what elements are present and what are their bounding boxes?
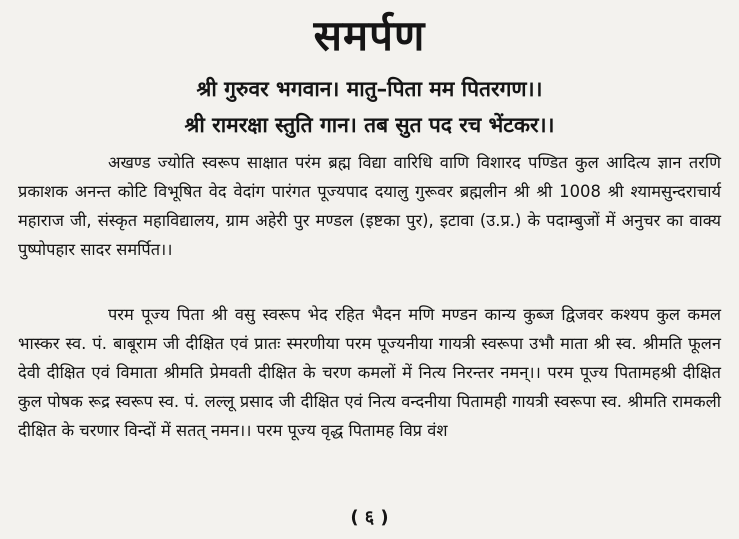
dedication-paragraph-1: अखण्ड ज्योति स्वरूप साक्षात परंम ब्रह्म विद्या वारिधि वाणि विशारद पण्डित कुल आदित्य ज्ञान तरणि प्रकाशक अनन्त कोटि विभूषित वेद वेदांग पारंगत पूज्यपाद दयालु गुरूवर ब्रह्मलीन श्री श्री 1008 श्री श्यामसुन्दराचार्य महाराज जी, संस्कृत महाविद्यालय, ग्राम अहेरी पुर मण्डल (इष्टका पुर), इटावा (उ.प्र.) के पदाम्बुजों में अनुचर का वाक्य पुष्पोपहार सादर समर्पित।। <box>18 153 721 260</box>
dedication-paragraph-2: परम पूज्य पिता श्री वसु स्वरूप भेद रहित भैदन मणि मण्डन कान्य कुब्ज द्विजवर कश्यप कुल कमल भास्कर स्व. पं. बाबूराम जी दीक्षित एवं प्रातः स्मरणीया परम पूज्यनीया गायत्री स्वरूपा उभौ माता श्री स्व. श्रीमति फूलन देवी दीक्षित एवं विमाता श्रीमति प्रेमवती दीक्षित के चरण कमलों में नित्य निरन्तर नमन्।। परम पूज्य पितामहश्री दीक्षित कुल पोषक रूद्र स्वरूप स्व. पं. लल्लू प्रसाद जी दीक्षित एवं नित्य वन्दनीया पितामही गायत्री स्वरूपा स्व. श्रीमति रामकली दीक्षित के चरणार विन्दों में सतत् नमन।। परम पूज्य वृद्ध पितामह विप्र वंश <box>18 305 722 441</box>
dedication-verse-line-1: श्री गुरुवर भगवान। मातु–पिता मम पितरगण।। <box>196 77 543 101</box>
dedication-verse-line-2: श्री रामरक्षा स्तुति गान। तब सुत पद रच भेंटकर।। <box>184 113 555 137</box>
page-number: ( ६ ) <box>350 507 389 528</box>
page-title: समर्पण <box>313 11 426 60</box>
